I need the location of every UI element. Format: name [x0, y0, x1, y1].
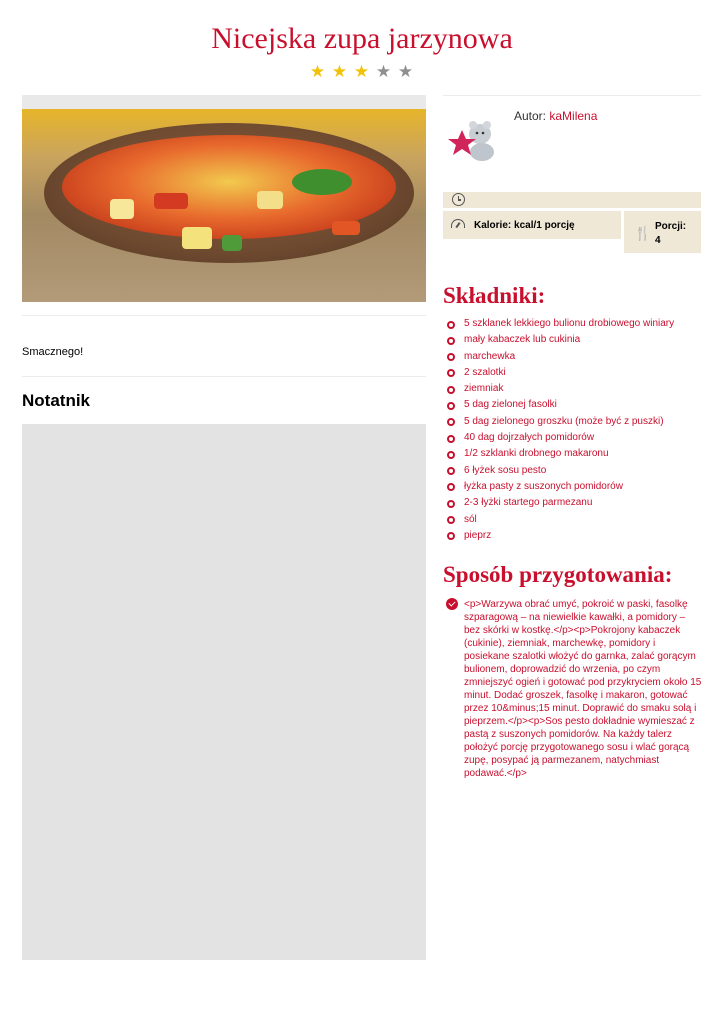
vegetable-piece — [154, 193, 188, 209]
circle-bullet-icon — [447, 386, 455, 394]
circle-bullet-icon — [447, 321, 455, 329]
vegetable-piece — [332, 221, 360, 235]
star-icon[interactable]: ★ — [309, 62, 327, 81]
vegetable-piece — [257, 191, 283, 209]
portions-box — [624, 211, 701, 253]
circle-bullet-icon — [447, 435, 455, 443]
circle-bullet-icon — [447, 337, 455, 345]
circle-bullet-icon — [447, 467, 455, 475]
ingredients-heading: Składniki: — [443, 283, 546, 308]
notes-area[interactable] — [22, 424, 426, 960]
circle-bullet-icon — [447, 402, 455, 410]
circle-bullet-icon — [447, 500, 455, 508]
vegetable-piece — [292, 169, 352, 195]
ingredient-item: 2-3 łyżki startego parmezanu — [447, 495, 674, 511]
ingredient-item: mały kabaczek lub cukinia — [447, 332, 674, 348]
circle-bullet-icon — [447, 418, 455, 426]
recipe-photo — [22, 95, 426, 302]
circle-bullet-icon — [447, 532, 455, 540]
circle-bullet-icon — [447, 483, 455, 491]
star-icon[interactable]: ★ — [331, 62, 349, 81]
ingredient-item: 6 łyżek sosu pesto — [447, 463, 674, 479]
ingredient-item: 2 szalotki — [447, 365, 674, 381]
cutlery-icon: 🍴 — [634, 225, 652, 241]
divider — [22, 315, 426, 316]
preparation-text: <p>Warzywa obrać umyć, pokroić w paski, fasolkę szparagową – na niewielkie kawałki, a pomidory – bez skórki w kostkę.</p><p>Pokrojony kabaczek (cukinie), ziemniak, marchewkę, pomidory i posiekane szalotki włożyć do garnka, zalać gorącym bulionem, doprowadzić do wrzenia, po czym zmniejszyć ogień i gotować pod przykryciem około 15 minut. Dodać groszek, fasolkę i makaron, gotować przez 10&minus;15 minut. Doprawić do smaku solą i pieprzem.</p><p>Sos pesto dokładnie wymieszać z pastą z suszonych pomidorów. Na każdy talerz położyć porcję przygotowanego sosu i wlać gorącą zupę, posypać ją parmezanem, natychmiast podawać.</p> — [464, 599, 702, 779]
portions-label: Porcji: — [655, 221, 687, 232]
divider — [443, 95, 701, 96]
ingredient-item: ziemniak — [447, 381, 674, 397]
divider — [22, 376, 426, 377]
star-icon[interactable]: ★ — [353, 62, 371, 81]
circle-bullet-icon — [447, 353, 455, 361]
soup-image — [22, 109, 426, 302]
ingredient-item: sól — [447, 512, 674, 528]
check-circle-icon — [446, 598, 458, 610]
ingredients-list — [447, 316, 674, 544]
notes-heading: Notatnik — [22, 391, 90, 410]
ingredient-item: 40 dag dojrzałych pomidorów — [447, 430, 674, 446]
prep-time-bar — [443, 192, 701, 208]
preparation-heading: Sposób przygotowania: — [443, 562, 673, 587]
star-icon[interactable]: ★ — [397, 62, 415, 81]
closing-text: Smacznego! — [22, 346, 84, 358]
author-avatar[interactable] — [444, 108, 500, 164]
recipe-title: Nicejska zupa jarzynowa — [211, 22, 513, 55]
calories-box — [443, 211, 621, 239]
author-line — [514, 109, 597, 123]
calories-text: Kalorie: kcal/1 porcję — [474, 220, 575, 231]
circle-bullet-icon — [447, 451, 455, 459]
clock-icon — [452, 193, 465, 206]
vegetable-piece — [182, 227, 212, 249]
circle-bullet-icon — [447, 516, 455, 524]
ingredient-item: łyżka pasty z suszonych pomidorów — [447, 479, 674, 495]
soup-graphic — [62, 135, 396, 239]
portions-value: 4 — [655, 235, 661, 246]
ingredient-item: 5 dag zielonego groszku (może być z puszki) — [447, 414, 674, 430]
ingredient-item: marchewka — [447, 349, 674, 365]
ingredient-item: 5 dag zielonej fasolki — [447, 397, 674, 413]
star-icon[interactable]: ★ — [375, 62, 393, 81]
author-name-link[interactable]: kaMilena — [549, 109, 598, 123]
vegetable-piece — [222, 235, 242, 251]
star-rating[interactable] — [0, 62, 724, 82]
ingredient-item: 1/2 szklanki drobnego makaronu — [447, 446, 674, 462]
ingredient-item: pieprz — [447, 528, 674, 544]
author-label: Autor: — [514, 109, 547, 123]
vegetable-piece — [110, 199, 134, 219]
circle-bullet-icon — [447, 369, 455, 377]
ingredient-item: 5 szklanek lekkiego bulionu drobiowego winiary — [447, 316, 674, 332]
gauge-icon — [451, 219, 465, 228]
